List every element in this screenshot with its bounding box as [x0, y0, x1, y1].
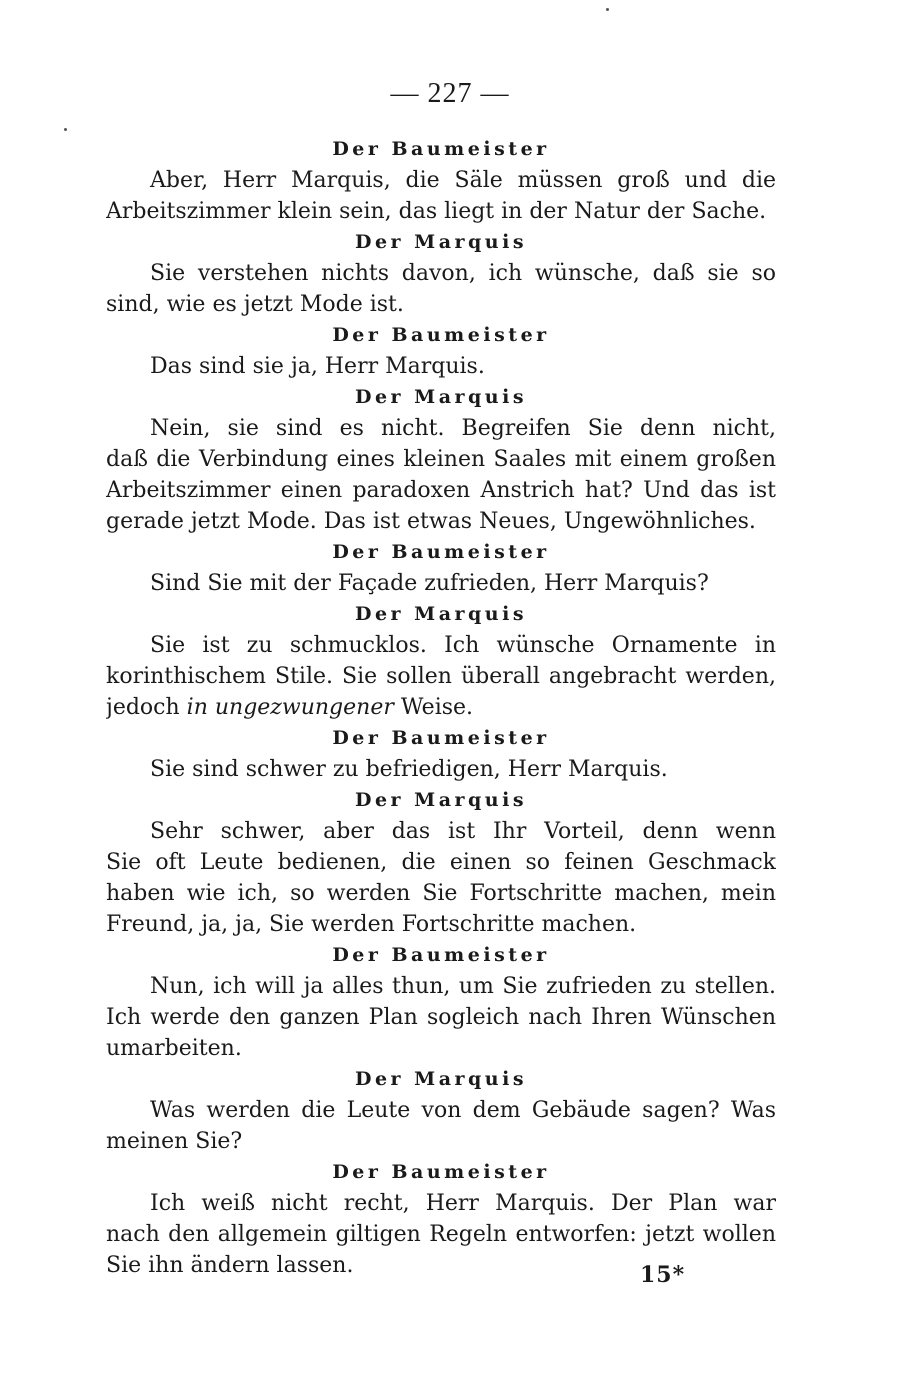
speaker-name: Der Baumeister: [332, 727, 550, 749]
speaker-name: Der Baumeister: [332, 324, 550, 346]
text-line: daß die Verbindung eines kleinen Saales mit einem großen: [106, 447, 776, 472]
dialogue-block: [106, 599, 776, 723]
text-line: Arbeitszimmer einen paradoxen Anstrich hat? Und das ist: [106, 478, 776, 503]
dialogue-block: [106, 940, 776, 1064]
text-fragment: jedoch: [106, 695, 187, 720]
text-line: nach den allgemein giltigen Regeln entworfen: jetzt wollen: [106, 1222, 776, 1247]
text-line: sind, wie es jetzt Mode ist.: [106, 292, 404, 317]
speaker-name: Der Baumeister: [332, 541, 550, 563]
text-line: Sie ihn ändern lassen.: [106, 1253, 354, 1278]
text-line: Ich werde den ganzen Plan sogleich nach Ihren Wünschen: [106, 1005, 776, 1030]
dialogue-block: [106, 227, 776, 320]
text-line: Aber, Herr Marquis, die Säle müssen groß und die: [150, 168, 776, 193]
text-line: Nun, ich will ja alles thun, um Sie zufrieden zu stellen.: [150, 974, 776, 999]
text-line: korinthischem Stile. Sie sollen überall angebracht werden,: [106, 664, 776, 689]
text-line: Arbeitszimmer klein sein, das liegt in der Natur der Sache.: [106, 199, 767, 224]
text-line: umarbeiten.: [106, 1036, 242, 1061]
text-line: Sehr schwer, aber das ist Ihr Vorteil, denn wenn: [150, 819, 776, 844]
text-line: Sie sind schwer zu befriedigen, Herr Marquis.: [150, 757, 668, 782]
text-line: Das sind sie ja, Herr Marquis.: [150, 354, 485, 379]
text-line: gerade jetzt Mode. Das ist etwas Neues, Ungewöhnliches.: [106, 509, 756, 534]
speaker-name: Der Baumeister: [332, 1161, 550, 1183]
dialogue-block: [106, 785, 776, 940]
speaker-name: Der Marquis: [354, 789, 528, 811]
text-line: Sie ist zu schmucklos. Ich wünsche Ornamente in: [150, 633, 776, 658]
text-line: Was werden die Leute von dem Gebäude sagen? Was: [150, 1098, 776, 1123]
emphasized-text: in ungezwungener: [186, 695, 394, 720]
paper-speck: [606, 8, 609, 11]
dialogue-block: [106, 320, 776, 382]
dialogue-block: [106, 134, 776, 227]
text-line: Freund, ja, ja, Sie werden Fortschritte machen.: [106, 912, 637, 937]
text-line: Sie oft Leute bedienen, die einen so feinen Geschmack: [106, 850, 776, 875]
dialogue-block: [106, 723, 776, 785]
dialogue-block: [106, 1064, 776, 1157]
dialogue-block: [106, 537, 776, 599]
dialogue-text: [106, 134, 776, 1281]
speaker-name: Der Marquis: [354, 231, 528, 253]
page-number: — 227 —: [390, 78, 510, 109]
text-fragment: Weise.: [393, 695, 474, 720]
signature-mark: 15*: [640, 1262, 686, 1288]
text-line: Ich weiß nicht recht, Herr Marquis. Der Plan war: [150, 1191, 776, 1216]
text-line: Sie verstehen nichts davon, ich wünsche, daß sie so: [150, 261, 776, 286]
text-line: Nein, sie sind es nicht. Begreifen Sie denn nicht,: [150, 416, 776, 441]
speaker-name: Der Baumeister: [332, 138, 550, 160]
text-line: [106, 692, 776, 723]
paper-speck: [64, 128, 67, 131]
speaker-name: Der Baumeister: [332, 944, 550, 966]
speaker-name: Der Marquis: [354, 386, 528, 408]
text-line: meinen Sie?: [106, 1129, 243, 1154]
text-line: Sind Sie mit der Façade zufrieden, Herr Marquis?: [150, 571, 709, 596]
speaker-name: Der Marquis: [354, 603, 528, 625]
dialogue-block: [106, 382, 776, 537]
speaker-name: Der Marquis: [354, 1068, 528, 1090]
text-line: haben wie ich, so werden Sie Fortschritte machen, mein: [106, 881, 776, 906]
